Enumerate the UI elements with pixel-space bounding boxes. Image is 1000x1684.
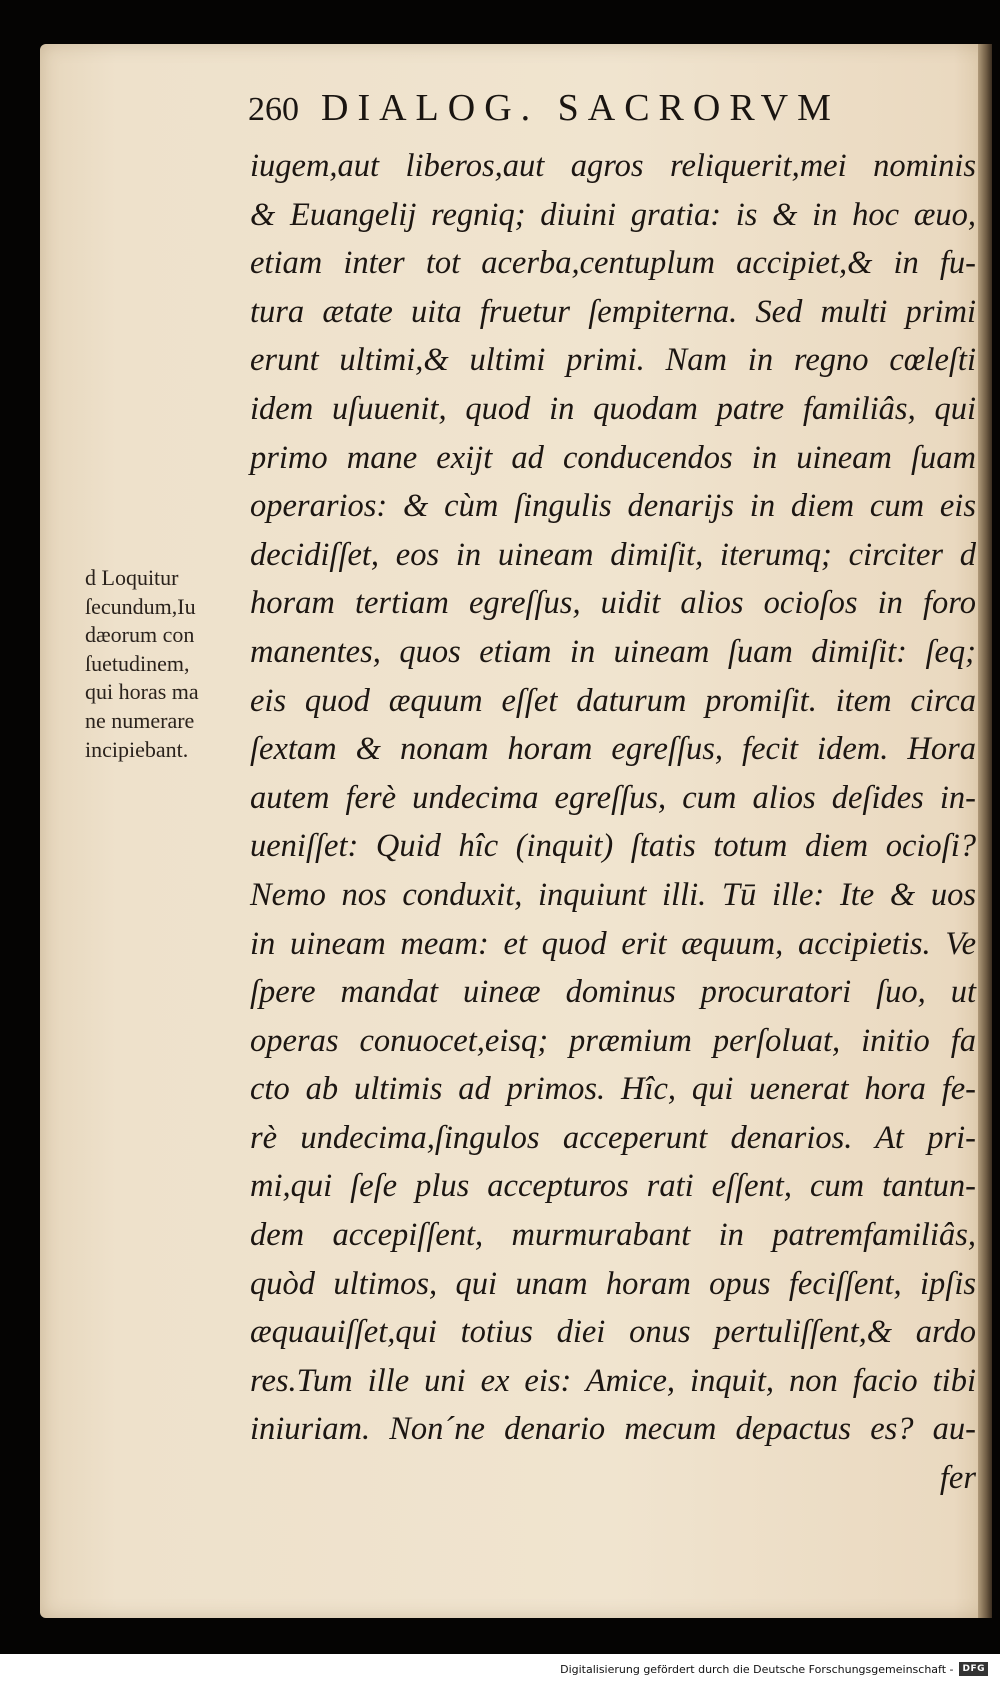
body-line: dem accepiſſent, murmurabant in patremfamiliâs, [250, 1217, 976, 1254]
body-line: quòd ultimos, qui unam horam opus feciſſent, ipſis [250, 1265, 976, 1302]
body-line: autem ferè undecima egreſſus, cum alios deſides in- [250, 779, 976, 816]
margin-note-line: incipiebant. [85, 736, 189, 762]
body-line: & Euangelij regniq; diuini gratia: is & in hoc æuo, [250, 196, 976, 233]
body-line: operarios: & cùm ſingulis denarijs in diem cum eis [250, 488, 976, 525]
margin-note-line: qui horas ma [85, 679, 199, 705]
page-header [248, 86, 968, 146]
body-line: ſpere mandat uineæ dominus procuratori ſuo, ut [250, 974, 976, 1011]
body-line: cto ab ultimis ad primos. Hîc, qui uenerat hora fe- [250, 1071, 976, 1108]
body-line: rè undecima,ſingulos acceperunt denarios. At pri- [250, 1119, 976, 1156]
body-line: eis quod æquum eſſet daturum promiſit. item circa [250, 682, 976, 719]
body-line: æquauiſſet,qui totius diei onus pertuliſſent,& ardo [250, 1314, 976, 1351]
body-line: etiam inter tot acerba,centuplum accipiet,& in fu- [250, 245, 976, 282]
body-text [250, 142, 976, 1503]
body-line: tura ætate uita fruetur ſempiterna. Sed multi primi [250, 293, 976, 330]
body-line: ueniſſet: Quid hîc (inquit) ſtatis totum diem ocioſi? [250, 828, 976, 865]
body-line: res.Tum ille uni ex eis: Amice, inquit, non facio tibi [250, 1362, 976, 1399]
margin-note [85, 564, 245, 764]
page-number: 260 [248, 91, 299, 128]
page-edge [978, 44, 992, 1618]
body-line: decidiſſet, eos in uineam dimiſit, iterumq; circiter d [250, 536, 976, 573]
body-line: mi,qui ſeſe plus accepturos rati eſſent, cum tantun- [250, 1168, 976, 1205]
body-line: horam tertiam egreſſus, uidit alios ocioſos in foro [250, 585, 976, 622]
digitization-footer [0, 1654, 1000, 1684]
body-line: in uineam meam: et quod erit æquum, accipietis. Ve [250, 925, 976, 962]
body-line: primo mane exijt ad conducendos in uineam ſuam [250, 439, 976, 476]
running-title: DIALOG. SACRORVM [321, 87, 840, 129]
book-page [40, 44, 992, 1618]
body-line: fer [939, 1460, 976, 1497]
body-line: idem uſuuenit, quod in quodam patre familiâs, qui [250, 390, 976, 427]
margin-note-line: d Loquitur [85, 565, 179, 590]
dfg-logo: DFG [959, 1662, 988, 1676]
body-line: operas conuocet,eisq; præmium perſoluat, initio fa [250, 1022, 976, 1059]
body-line: iugem,aut liberos,aut agros reliquerit,mei nominis [250, 148, 976, 184]
margin-note-line: dæorum con [85, 622, 195, 648]
body-line: ſextam & nonam horam egreſſus, fecit idem. Hora [250, 731, 976, 768]
body-line: Nemo nos conduxit, inquiunt illi. Tū ille: Ite & uos [250, 876, 976, 913]
margin-note-line: ne numerare [85, 707, 195, 733]
footer-credit: Digitalisierung gefördert durch die Deutsche Forschungsgemeinschaft - [560, 1662, 954, 1676]
body-line: iniuriam. Non´ne denario mecum depactus es? au- [250, 1411, 976, 1448]
body-line: manentes, quos etiam in uineam ſuam dimiſit: ſeq; [250, 633, 976, 670]
body-line: erunt ultimi,& ultimi primi. Nam in regno cœleſti [250, 342, 976, 379]
margin-note-line: ſecundum,Iu [85, 593, 196, 619]
margin-note-line: ſuetudinem, [85, 650, 190, 676]
